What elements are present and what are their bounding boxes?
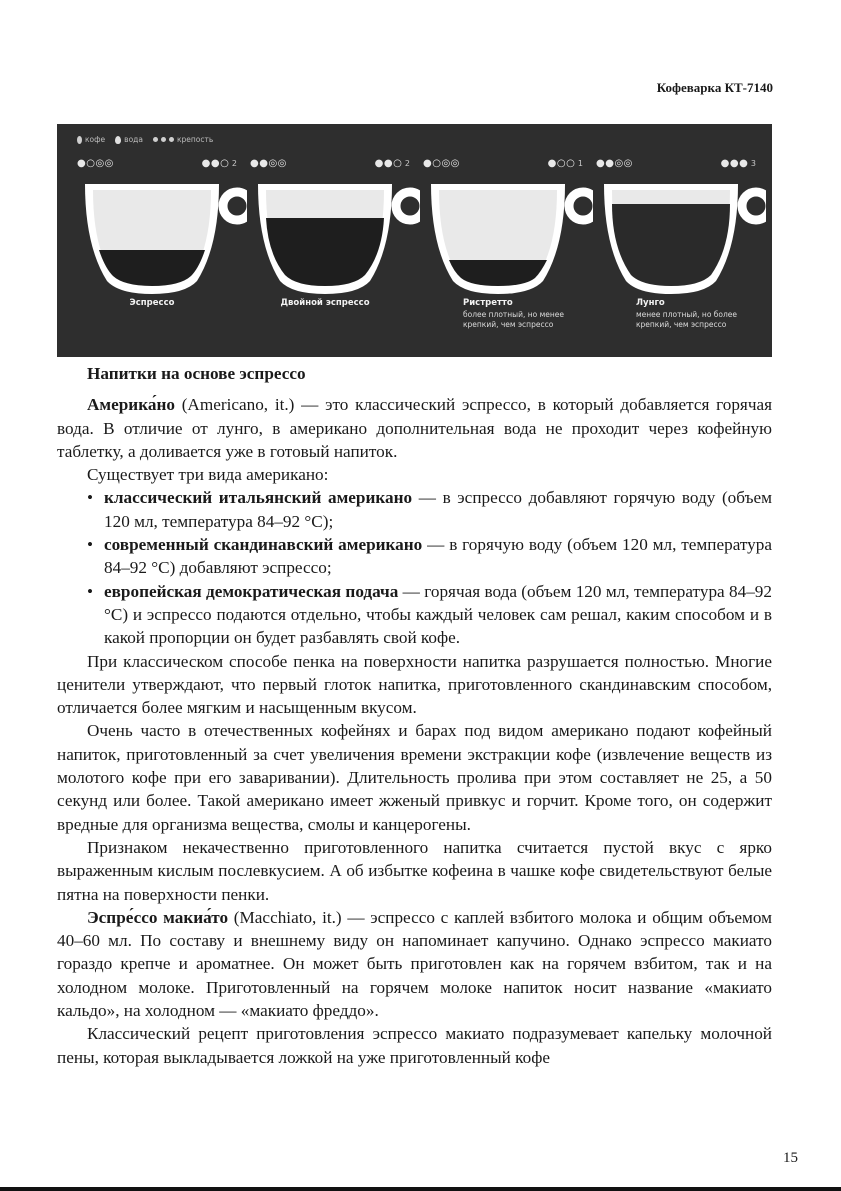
coffee-water-icons: ●○◎◎ xyxy=(423,158,460,169)
paragraph: Очень часто в отечественных кофейнях и барах под видом американо подают кофейный напиток, приготовленный за счет увеличения времени экстракции кофе (извлечение веществ из молотого кофе при его заваривании). Длительность пролива при этом составляет не 25, а 50 секунд или более. Такой американо имеет жженый привкус и горчит. Кроме того, он содержит вредные для организма вещества, смолы и канцерогены. xyxy=(57,721,772,834)
figure-legend xyxy=(77,135,213,144)
cup-name: Двойной эспрессо xyxy=(280,298,370,308)
double-espresso-cup-icon xyxy=(250,176,420,296)
coffee-water-icons: ●○◎◎ xyxy=(77,158,114,169)
water-drop-icon xyxy=(115,136,121,144)
strength-indicator xyxy=(548,158,583,169)
strength-dots-icon: ●●○ xyxy=(201,158,230,169)
strength-indicator xyxy=(375,158,410,169)
list-item xyxy=(57,533,772,580)
lungo-cup-icon xyxy=(596,176,766,296)
list-item-text: — в эспрессо добавляют горячую воду (объем 120 мл, температура 84–92 °С); xyxy=(104,488,772,531)
espresso-cup-icon xyxy=(77,176,247,296)
strength-dots-icon: ●●○ xyxy=(374,158,403,169)
cup-espresso xyxy=(77,158,247,353)
paragraph: Признаком некачественно приготовленного напитка считается пустой вкус с ярко выраженным кислым послевкусием. А об избытке кофеина в чашке кофе свидетельствуют белые пятна на поверхности пенки. xyxy=(57,837,772,904)
legend-water xyxy=(115,135,143,144)
bullet-icon: • xyxy=(87,581,94,601)
coffee-water-icons: ●●◎◎ xyxy=(250,158,287,169)
strength-dot-icon xyxy=(161,137,166,142)
paragraph: При классическом способе пенка на поверхности напитка разрушается полностью. Многие ценители утверждают, что первый глоток напитка, приготовленного скандинавским способом, отличается более мягким и насыщенным вкусом. xyxy=(57,651,772,718)
list-item-term: европейская демократическая подача xyxy=(104,581,399,601)
body-text xyxy=(57,362,772,1069)
strength-value: 2 xyxy=(231,159,237,168)
cup-name: Лунго xyxy=(636,298,665,308)
list-item-text: — горячая вода (объем 120 мл, температура 84–92 °С) и эспрессо подаются отдельно, чтобы каждый человек сам решал, каким способом и в какой пропорции он будет разбавлять свой кофе. xyxy=(104,581,772,648)
paragraph-americano xyxy=(57,393,772,463)
page-number: 15 xyxy=(783,1150,798,1166)
strength-dot-icon xyxy=(153,137,158,142)
americano-types-list xyxy=(57,486,772,649)
espresso-drinks-figure xyxy=(57,124,772,357)
cup-indicators xyxy=(250,158,410,169)
section-heading: Напитки на основе эспрессо xyxy=(87,364,306,383)
cup-note: более плотный, но менее крепкий, чем эспрессо xyxy=(463,310,565,329)
cup-lungo xyxy=(596,158,766,353)
strength-value: 3 xyxy=(750,159,756,168)
strength-value: 1 xyxy=(577,159,583,168)
cup-indicators xyxy=(77,158,237,169)
strength-dot-icon xyxy=(169,137,174,142)
strength-value: 2 xyxy=(404,159,410,168)
bullet-icon: • xyxy=(87,488,94,508)
cup-indicators xyxy=(423,158,583,169)
legend-water-label: вода xyxy=(124,135,143,144)
coffee-bean-icon xyxy=(77,136,82,144)
term-macchiato: Эспре́ссо макиа́то xyxy=(87,907,229,927)
strength-indicator xyxy=(721,158,756,169)
list-item-text: — в горячую воду (объем 120 мл, температура 84–92 °С) добавляют эспрессо; xyxy=(104,535,773,578)
ristretto-cup-icon xyxy=(423,176,593,296)
cup-ristretto xyxy=(423,158,593,353)
legend-coffee-label: кофе xyxy=(85,135,106,144)
strength-dots-icon: ●○○ xyxy=(547,158,576,169)
bullet-icon: • xyxy=(87,535,94,555)
cup-name: Эспрессо xyxy=(129,298,175,308)
list-item xyxy=(57,580,772,650)
list-item-term: классический итальянский американо xyxy=(104,488,413,508)
paragraph-text: (Macchiato, it.) — эспрессо с каплей взбитого молока и общим объемом 40–60 мл. По составу и внешнему виду он напоминает капучино. Однако эспрессо макиато гораздо крепче и ароматнее. Он может быть приготовлен как на горячем взбитом, так и на холодном молоке. Приготовленный на горячем молоке напиток носит название «макиато кальдо», на холодном — «макиато фреддо». xyxy=(57,907,772,1021)
term-americano: Америка́но xyxy=(87,395,175,415)
cup-name: Ристретто xyxy=(463,298,513,308)
strength-indicator xyxy=(202,158,237,169)
cup-note: менее плотный, но более крепкий, чем эспрессо xyxy=(636,310,738,329)
coffee-water-icons: ●●◎◎ xyxy=(596,158,633,169)
paragraph-text: (Americano, it.) — это классический эспрессо, в который добавляется горячая вода. В отличие от лунго, в американо дополнительная вода не проходит через кофейную таблетку, а доливается уже в готовый напиток. xyxy=(57,395,772,461)
bottom-rule xyxy=(0,1187,841,1191)
legend-coffee xyxy=(77,135,105,144)
paragraph: Классический рецепт приготовления эспрессо макиато подразумевает капельку молочной пены, которая выкладывается ложкой на уже приготовленный кофе xyxy=(57,1024,772,1067)
paragraph-types: Существует три вида американо: xyxy=(87,465,329,485)
cup-double-espresso xyxy=(250,158,420,353)
strength-dots-icon: ●●● xyxy=(720,158,749,169)
cup-indicators xyxy=(596,158,756,169)
legend-strength xyxy=(153,135,213,144)
running-header: Кофеварка КТ-7140 xyxy=(656,80,773,95)
legend-strength-label: крепость xyxy=(176,135,214,144)
list-item-term: современный скандинавский американо xyxy=(104,535,423,555)
list-item xyxy=(57,486,772,533)
paragraph-macchiato xyxy=(57,906,772,1022)
